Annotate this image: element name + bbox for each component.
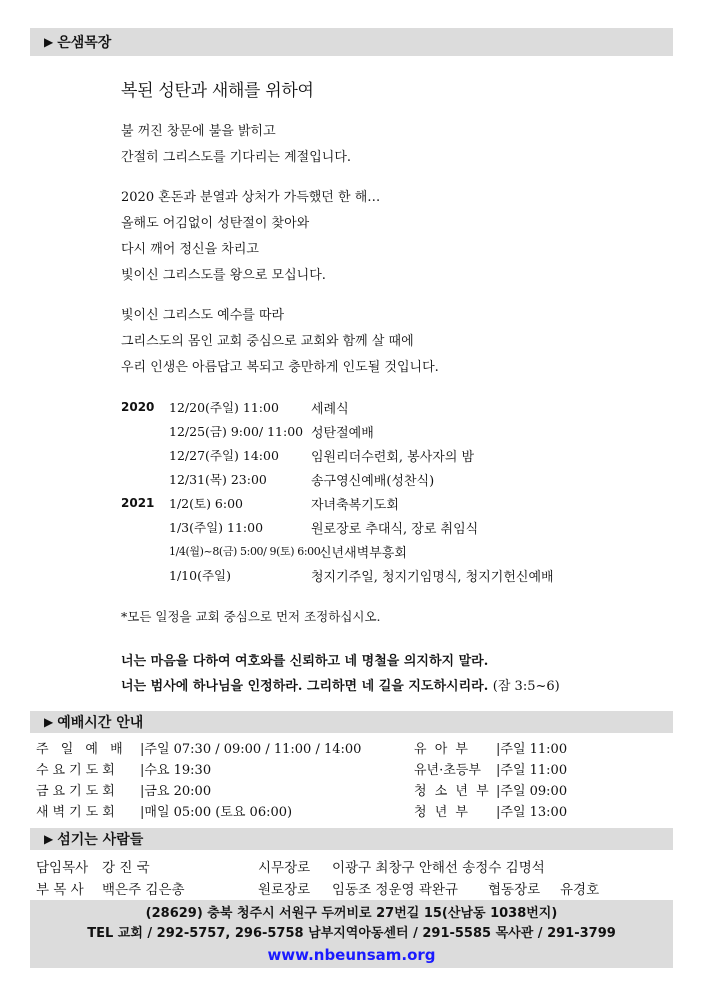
paragraph xyxy=(121,119,661,171)
section-header-worship xyxy=(30,711,673,733)
schedule-event: 송구영신예배(성찬식) xyxy=(311,473,435,489)
role-names: 이광구 최창구 안해선 송정수 김명석 xyxy=(332,860,545,876)
schedule-date: 1/10(주일) xyxy=(169,568,231,583)
section-label: 은샘목장 xyxy=(57,35,112,51)
worship-time: |금요 20:00 xyxy=(140,784,212,799)
schedule-event: 청지기주일, 청지기임명식, 청지기헌신예배 xyxy=(311,569,554,585)
worship-schedule-table xyxy=(30,738,670,822)
paragraph-line: 우리 인생은 아름답고 복되고 충만하게 인도될 것입니다. xyxy=(121,360,439,375)
servants-table xyxy=(36,856,656,900)
schedule-event: 신년새벽부흥회 xyxy=(319,545,407,561)
servants-row xyxy=(36,856,656,878)
section-header-eunsam xyxy=(30,28,673,56)
worship-label: 금요기도회 xyxy=(36,784,119,799)
triangle-right-icon: ▶ xyxy=(44,832,54,846)
schedule-row xyxy=(121,539,661,563)
church-contact-footer xyxy=(30,900,673,968)
paragraph xyxy=(121,185,661,289)
schedule-row xyxy=(121,419,661,443)
church-address: (28629) 충북 청주시 서원구 두꺼비로 27번길 15(산남동 1038번지) xyxy=(145,906,558,921)
schedule-date: 1/4(월)~8(금) 5:00/ 9(토) 6:00 xyxy=(169,545,321,558)
schedule-row xyxy=(121,491,661,515)
department-label: 유 아 부 xyxy=(414,742,470,757)
role-names: 백은주 김은총 xyxy=(102,882,185,898)
worship-label: 수요기도회 xyxy=(36,763,119,778)
department-label: 청 소 년 부 xyxy=(414,784,491,799)
schedule-year: 2020 xyxy=(121,400,155,414)
worship-row xyxy=(30,801,670,822)
schedule-event: 자녀축복기도회 xyxy=(311,497,399,513)
paragraph-line: 올해도 어김없이 성탄절이 찾아와 xyxy=(121,216,310,231)
role-label: 담임목사 xyxy=(36,860,89,876)
department-time: |주일 09:00 xyxy=(496,784,568,799)
role-label: 원로장로 xyxy=(258,882,311,898)
schedule-date: 12/25(금) 9:00/ 11:00 xyxy=(169,424,304,439)
department-time: |주일 13:00 xyxy=(496,805,568,820)
paragraph-line: 빛이신 그리스도 예수를 따라 xyxy=(121,308,285,323)
department-label: 유년·초등부 xyxy=(414,763,481,778)
schedule-date: 12/20(주일) 11:00 xyxy=(169,400,279,415)
schedule-list xyxy=(121,395,661,587)
schedule-event: 세례식 xyxy=(311,401,349,417)
triangle-right-icon: ▶ xyxy=(44,715,54,729)
verse-line: 너는 마음을 다하여 여호와를 신뢰하고 네 명철을 의지하지 말라. xyxy=(121,654,489,669)
role-names: 유경호 xyxy=(560,882,600,898)
paragraph xyxy=(121,303,661,381)
worship-row xyxy=(30,759,670,780)
website-link[interactable]: www.nbeunsam.org xyxy=(267,946,436,964)
schedule-date: 1/3(주일) 11:00 xyxy=(169,520,264,535)
schedule-row xyxy=(121,395,661,419)
worship-time: |매일 05:00 (토요 06:00) xyxy=(140,805,293,820)
worship-time: |수요 19:30 xyxy=(140,763,212,778)
schedule-row xyxy=(121,515,661,539)
schedule-date: 12/27(주일) 14:00 xyxy=(169,448,279,463)
paragraph-line: 불 꺼진 창문에 불을 밝히고 xyxy=(121,124,276,139)
paragraph-line: 다시 깨어 정신을 차리고 xyxy=(121,242,259,257)
article-title: 복된 성탄과 새해를 위하여 xyxy=(121,81,314,101)
article xyxy=(121,76,661,699)
schedule-event: 임원리더수련회, 봉사자의 밤 xyxy=(311,449,475,465)
worship-label: 주 일 예 배 xyxy=(36,742,127,757)
section-label: 섬기는 사람들 xyxy=(57,832,144,848)
schedule-date: 12/31(목) 23:00 xyxy=(169,472,267,487)
role-label: 시무장로 xyxy=(258,860,311,876)
schedule-row xyxy=(121,443,661,467)
servants-row xyxy=(36,878,656,900)
role-label: 협동장로 xyxy=(488,882,541,898)
schedule-year: 2021 xyxy=(121,496,155,510)
verse-line xyxy=(121,674,661,699)
schedule-date: 1/2(토) 6:00 xyxy=(169,496,243,511)
role-names: 임동조 정운영 곽완규 xyxy=(332,882,458,898)
worship-row xyxy=(30,780,670,801)
schedule-note: *모든 일정을 교회 중심으로 먼저 조정하십시오. xyxy=(121,609,381,624)
paragraph-line: 빛이신 그리스도를 왕으로 모십니다. xyxy=(121,268,326,283)
section-label: 예배시간 안내 xyxy=(57,715,144,731)
paragraph-line: 그리스도의 몸인 교회 중심으로 교회와 함께 살 때에 xyxy=(121,334,414,349)
paragraph-line: 간절히 그리스도를 기다리는 계절입니다. xyxy=(121,150,352,165)
schedule-row xyxy=(121,467,661,491)
schedule-row xyxy=(121,563,661,587)
triangle-right-icon: ▶ xyxy=(44,35,54,49)
role-label: 부 목 사 xyxy=(36,882,84,898)
worship-time: |주일 07:30 / 09:00 / 11:00 / 14:00 xyxy=(140,742,362,757)
worship-label: 새벽기도회 xyxy=(36,805,119,820)
department-time: |주일 11:00 xyxy=(496,742,568,757)
bible-verse xyxy=(121,649,661,699)
role-names: 강 진 국 xyxy=(102,860,150,876)
verse-text: 너는 범사에 하나님을 인정하라. 그리하면 네 길을 지도하시리라. xyxy=(121,679,489,694)
church-phones: TEL 교회 / 292-5757, 296-5758 남부지역아동센터 / 291-5585 목사관 / 291-3799 xyxy=(87,926,616,941)
department-time: |주일 11:00 xyxy=(496,763,568,778)
worship-row xyxy=(30,738,670,759)
schedule-event: 성탄절예배 xyxy=(311,425,374,441)
paragraph-line: 2020 혼돈과 분열과 상처가 가득했던 한 해… xyxy=(121,190,381,205)
schedule-event: 원로장로 추대식, 장로 취임식 xyxy=(311,521,479,537)
verse-reference: (잠 3:5~6) xyxy=(492,679,560,694)
department-label: 청 년 부 xyxy=(414,805,470,820)
section-header-servants xyxy=(30,828,673,850)
